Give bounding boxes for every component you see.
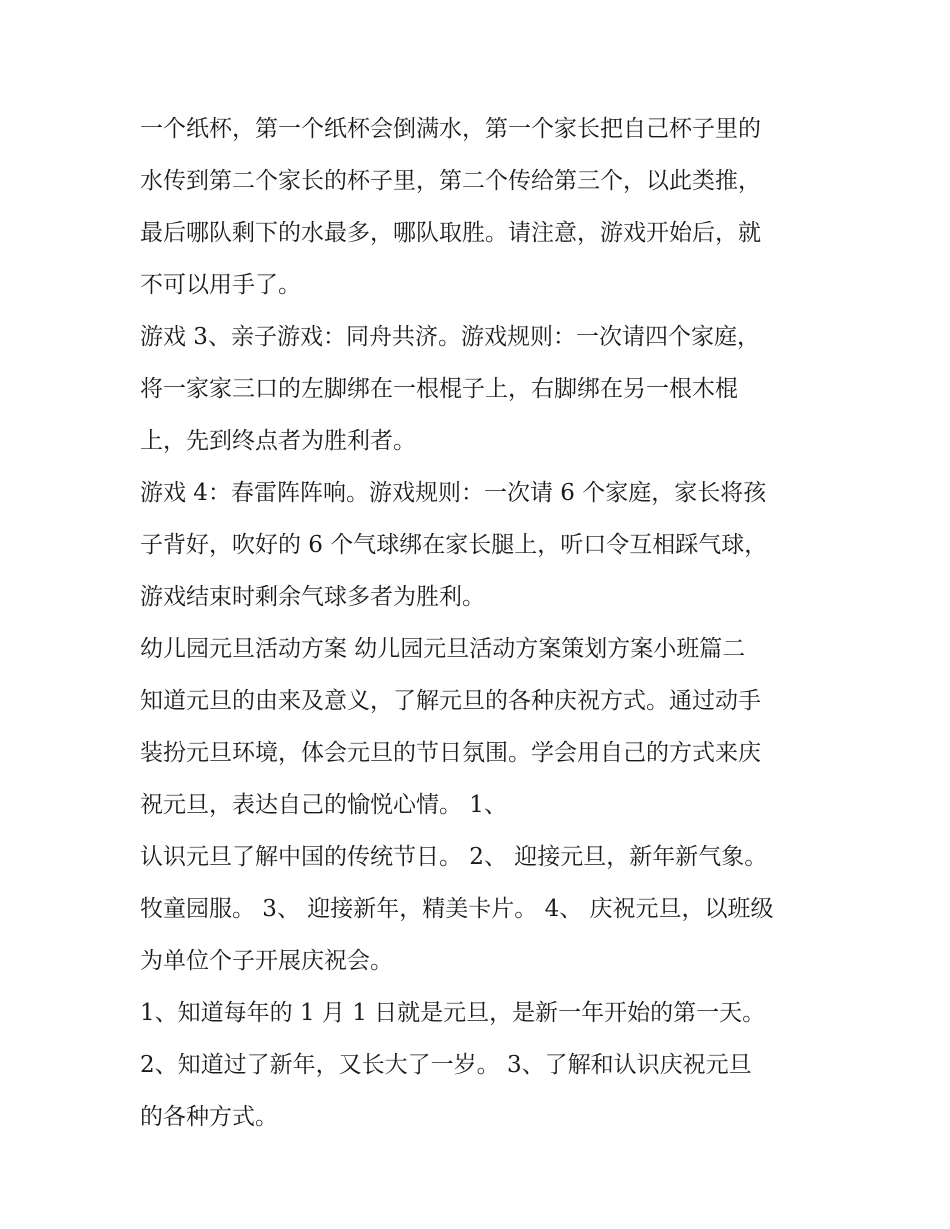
text-line: 1、知道每年的 1 月 1 日就是元旦，是新一年开始的第一天。: [140, 1000, 766, 1026]
text-line: 将一家家三口的左脚绑在一根棍子上，右脚绑在另一根木棍: [140, 376, 738, 402]
text-line: 上，先到终点者为胜利者。: [140, 428, 416, 454]
text-line: 幼儿园元旦活动方案 幼儿园元旦活动方案策划方案小班篇二: [140, 636, 746, 662]
text-line: 为单位个子开展庆祝会。: [140, 948, 393, 974]
text-line: 知道元旦的由来及意义，了解元旦的各种庆祝方式。通过动手: [140, 688, 761, 714]
text-line: 祝元旦，表达自己的愉悦心情。 1、: [140, 792, 507, 818]
text-line: 不可以用手了。: [140, 272, 301, 298]
text-line: 游戏 3、亲子游戏：同舟共济。游戏规则：一次请四个家庭，: [140, 324, 760, 350]
text-line: 一个纸杯，第一个纸杯会倒满水，第一个家长把自己杯子里的: [140, 116, 761, 142]
document-body: [140, 103, 820, 1143]
text-line: 最后哪队剩下的水最多，哪队取胜。请注意，游戏开始后，就: [140, 220, 761, 246]
text-line: 水传到第二个家长的杯子里，第二个传给第三个，以此类推，: [140, 168, 761, 194]
text-line: 游戏 4：春雷阵阵响。游戏规则：一次请 6 个家庭，家长将孩: [140, 480, 767, 506]
text-line: 游戏结束时剩余气球多者为胜利。: [140, 584, 485, 610]
text-line: 装扮元旦环境，体会元旦的节日氛围。学会用自己的方式来庆: [140, 740, 761, 766]
text-line: 2、知道过了新年，又长大了一岁。 3、了解和认识庆祝元旦: [140, 1052, 752, 1078]
text-line: 子背好，吹好的 6 个气球绑在家长腿上，听口令互相踩气球，: [140, 532, 768, 558]
text-line: 认识元旦了解中国的传统节日。 2、 迎接元旦，新年新气象。: [140, 844, 768, 870]
text-line: 牧童园服。 3、 迎接新年，精美卡片。 4、 庆祝元旦，以班级: [140, 896, 774, 922]
text-line: 的各种方式。: [140, 1104, 278, 1130]
